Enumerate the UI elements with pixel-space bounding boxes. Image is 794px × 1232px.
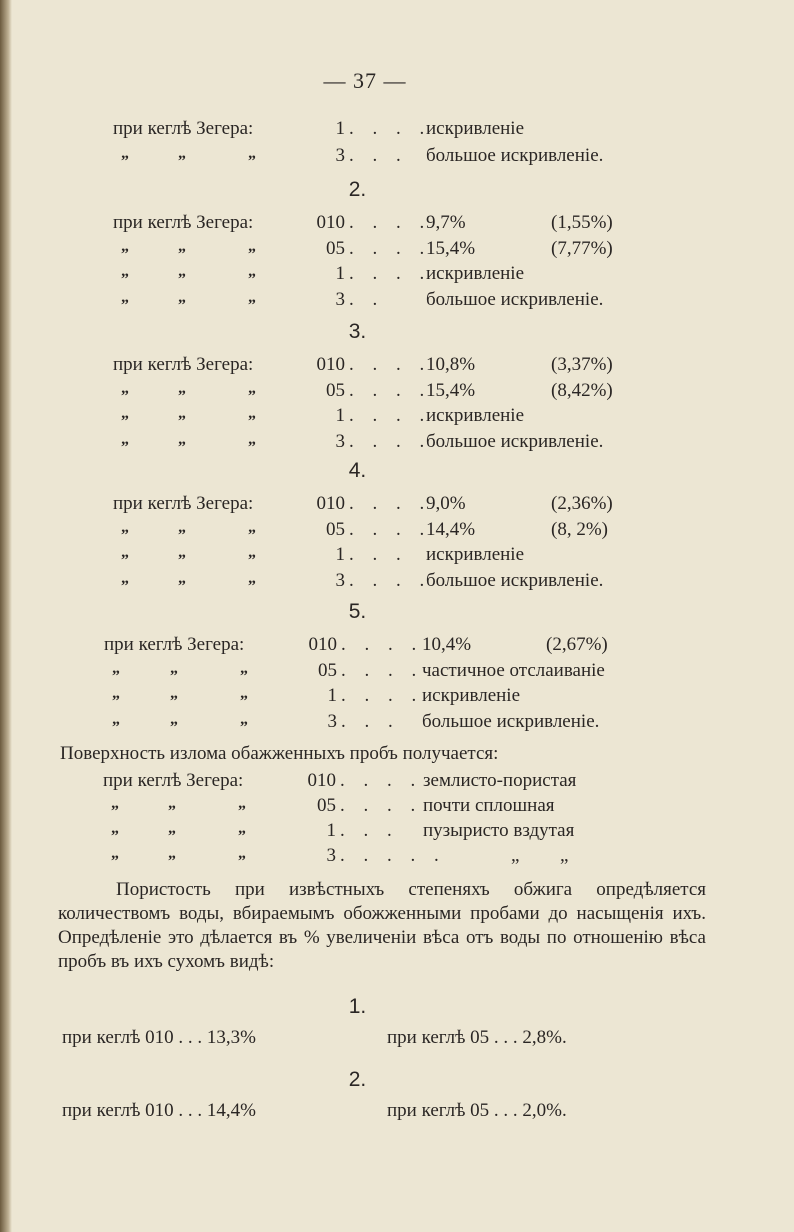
leader-dots: . . . [349,544,408,565]
ditto-mark: „ [121,405,129,422]
result-value: искривленiе [426,405,525,426]
ditto-mark: „ [248,569,256,587]
leader-dots: . . . [340,820,399,841]
ditto-mark: „ [178,518,186,536]
ditto-mark: „ [112,710,120,728]
ditto-mark: „ [178,237,186,255]
leader-dots: . . . . [349,237,432,259]
ditto-mark: „ [178,263,186,280]
porosity-value-05: при кеглѣ 05 . . . 2,0%. [387,1100,567,1121]
ditto-mark: „ [240,659,248,677]
ditto-mark: „ [178,379,186,397]
leader-dots: . . . [349,145,408,166]
cone-prefix: при кеглѣ Зегера: [113,493,254,514]
table-row [0,660,720,686]
table-row [0,711,720,737]
cone-number: 3 [335,569,345,591]
result-value: 14,4% [426,518,476,540]
result-secondary: (1,55%) [551,212,613,233]
page-number: — 37 — [323,68,407,93]
ditto-mark: „ [238,820,246,837]
table-row [0,289,720,315]
ditto-mark: „ [121,263,129,280]
table-row [0,544,720,570]
ditto-mark: „ [121,430,129,448]
result-value: частичное отслаиванiе [422,659,605,681]
cone-number: 010 [316,354,345,375]
result-value: 10,8% [426,354,476,375]
fracture-row [0,845,720,871]
ditto-mark: „ [121,145,129,162]
cone-number: 1 [335,263,345,284]
result-value: 15,4% [426,237,476,259]
table-row [0,354,720,380]
leader-dots: . . . . [349,379,432,401]
table-row [0,519,720,545]
table-row [0,380,720,406]
ditto-mark: „ [178,430,186,448]
leader-dots: . . . . [349,118,432,139]
leader-dots: . . . . [349,518,432,540]
ditto-mark: „ [121,379,129,397]
cone-number: 1 [335,544,345,565]
ditto-mark: „ [178,405,186,422]
porosity-block-number: 2. [348,1068,367,1091]
fracture-row [0,820,720,846]
ditto-mark: „ [168,820,176,837]
result-secondary: (3,37%) [551,354,613,375]
table-row [0,212,720,238]
leader-dots: . . . . [340,770,423,791]
table-row [0,493,720,519]
ditto-mark: „ [170,685,178,702]
table-row [0,263,720,289]
ditto-mark: „ [112,685,120,702]
ditto-mark: „ [168,845,176,862]
result-value: искривленiе [426,263,525,284]
table-row [0,145,720,171]
table-row [0,118,720,144]
result-value: „ [560,845,569,866]
result-value: пузыристо вздутая [423,820,575,841]
leader-dots: . . . . [349,430,432,452]
cone-prefix: при кеглѣ Зегера: [104,634,245,655]
cone-number: 010 [316,493,345,514]
porosity-row [0,1027,720,1053]
ditto-mark: „ [248,379,256,397]
group-number: 4. [348,459,367,482]
ditto-mark: „ [248,544,256,561]
cone-number: 05 [317,795,336,816]
cone-number: 1 [327,685,337,706]
result-value: искривленiе [426,544,525,565]
leader-dots: . . . . [341,659,424,681]
fracture-intro: Поверхность излома обажженныхъ пробъ получается: [60,743,499,764]
porosity-block-number: 1. [348,995,367,1018]
result-secondary: (8, 2%) [551,518,608,540]
cone-number: 010 [308,634,337,655]
result-value: большое искривленiе. [426,288,604,310]
ditto-mark: „ [238,845,246,862]
porosity-value-010: при кеглѣ 010 . . . 13,3% [62,1027,256,1048]
ditto-mark: „ [121,288,129,306]
ditto-mark: „ [178,569,186,587]
leader-dots: . . . . [349,354,432,375]
group-number: 2. [348,178,367,201]
result-value: искривленiе [422,685,521,706]
cone-number: 05 [326,518,345,540]
ditto-mark: „ [240,710,248,728]
ditto-mark: „ [170,710,178,728]
ditto-mark: „ [178,145,186,162]
cone-number: 010 [316,212,345,233]
table-row [0,570,720,596]
result-value: большое искривленiе. [422,710,600,732]
fracture-row [0,770,720,796]
ditto-mark: „ [170,659,178,677]
cone-number: 1 [326,820,336,841]
cone-number: 05 [318,659,337,681]
leader-dots: . . . [341,710,400,732]
ditto-mark: „ [178,288,186,306]
leader-dots: . . . . [349,569,432,591]
ditto-mark: „ [248,263,256,280]
result-value: 10,4% [422,634,472,655]
result-secondary: (8,42%) [551,379,613,401]
porosity-value-05: при кеглѣ 05 . . . 2,8%. [387,1027,567,1048]
ditto-mark: „ [168,795,176,812]
result-value: большое искривленiе. [426,430,604,452]
result-secondary: (2,67%) [546,634,608,655]
ditto-mark: „ [112,659,120,677]
porosity-row [0,1100,720,1126]
ditto-mark: „ [121,237,129,255]
leader-dots: . . . . [340,795,423,816]
leader-dots: . . . . [349,263,432,284]
table-row [0,634,720,660]
porosity-value-010: при кеглѣ 010 . . . 14,4% [62,1100,256,1121]
cone-number: 3 [326,845,336,866]
result-value: землисто-пористая [423,770,577,791]
ditto-mark: „ [240,685,248,702]
result-value: 9,0% [426,493,466,514]
ditto-mark: „ [238,795,246,812]
result-value: „ [511,845,520,866]
leader-dots: . . . . [341,634,424,655]
ditto-mark: „ [121,544,129,561]
ditto-mark: „ [111,795,119,812]
result-value: большое искривленiе. [426,569,604,591]
fracture-row [0,795,720,821]
cone-number: 05 [326,379,345,401]
cone-number: 05 [326,237,345,259]
table-row [0,405,720,431]
leader-dots: . . . . [349,493,432,514]
result-value: искривленiе [426,118,525,139]
result-value: большое искривленiе. [426,145,604,166]
cone-number: 010 [307,770,336,791]
ditto-mark: „ [248,405,256,422]
group-number: 3. [348,320,367,343]
cone-number: 3 [335,288,345,310]
ditto-mark: „ [248,145,256,162]
leader-dots: . . . . . [340,845,446,866]
result-secondary: (7,77%) [551,237,613,259]
result-value: почти сплошная [423,795,555,816]
table-row [0,685,720,711]
group-number: 5. [348,600,367,623]
leader-dots: . . . . [349,405,432,426]
cone-number: 3 [327,710,337,732]
cone-number: 1 [335,118,345,139]
result-value: 9,7% [426,212,466,233]
leader-dots: . . [349,288,385,310]
ditto-mark: „ [248,430,256,448]
result-secondary: (2,36%) [551,493,613,514]
cone-prefix: при кеглѣ Зегера: [103,770,244,791]
ditto-mark: „ [121,518,129,536]
cone-prefix: при кеглѣ Зегера: [113,354,254,375]
ditto-mark: „ [248,237,256,255]
ditto-mark: „ [121,569,129,587]
ditto-mark: „ [111,820,119,837]
cone-prefix: при кеглѣ Зегера: [113,212,254,233]
cone-number: 3 [335,145,345,166]
leader-dots: . . . . [349,212,432,233]
cone-number: 1 [335,405,345,426]
cone-number: 3 [335,430,345,452]
ditto-mark: „ [248,288,256,306]
table-row [0,238,720,264]
result-value: 15,4% [426,379,476,401]
ditto-mark: „ [178,544,186,561]
ditto-mark: „ [248,518,256,536]
table-row [0,431,720,457]
leader-dots: . . . . [341,685,424,706]
cone-prefix: при кеглѣ Зегера: [113,118,254,139]
porosity-paragraph: Пористость при извѣстныхъ степеняхъ обжига опредѣляется количествомъ воды, вбираемымъ обожженными пробами до насыщенiя ихъ. Опредѣленiе это дѣлается въ % увеличенiи вѣса отъ воды по отношенiю вѣса пробъ въ ихъ сухомъ видѣ: [58,879,706,972]
ditto-mark: „ [111,845,119,862]
